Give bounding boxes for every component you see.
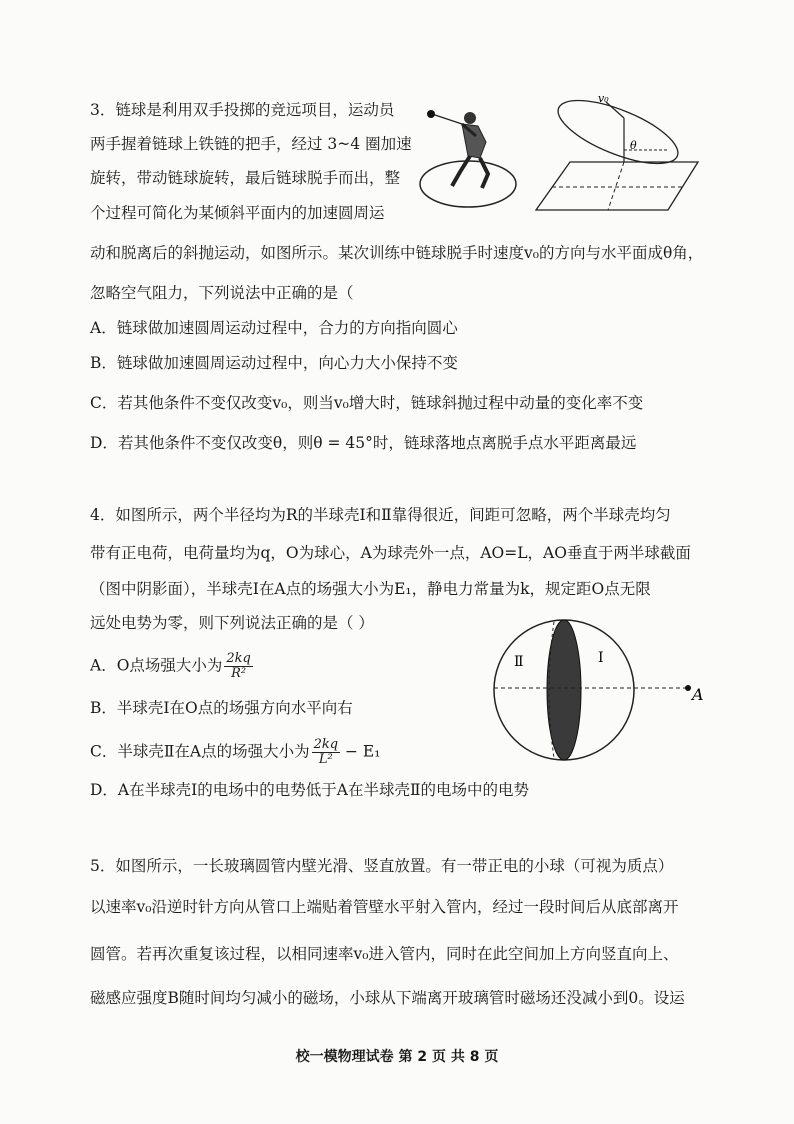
hammer-thrower-figure (418, 96, 528, 214)
q3-line-3: 旋转，带动链球旋转，最后链球脱手而出，整 (90, 169, 401, 187)
q5-line-3: 圆管。若再次重复该过程，以相同速率v₀进入管内，同时在此空间加上方向竖直向上、 (90, 945, 679, 963)
theta-label: θ (630, 139, 637, 152)
q4-option-a (90, 652, 253, 681)
q4-option-c-text: C．半球壳Ⅱ在A点的场强大小为 (90, 742, 310, 761)
q4-line-3: （图中阴影面），半球壳Ⅰ在A点的场强大小为E₁，静电力常量为k，规定距O点无限 (90, 580, 651, 598)
q4-line-4: 远处电势为零，则下列说法正确的是（ ） (90, 614, 374, 632)
q3-line-1: 3．链球是利用双手投掷的竞远项目，运动员 (90, 101, 395, 119)
shell-i-label: Ⅰ (598, 650, 604, 666)
fraction-numerator: 2kq (313, 737, 339, 752)
q4-line-2: 带有正电荷，电荷量均为q，O为球心，A为球壳外一点，AO=L，AO垂直于两半球截面 (90, 544, 691, 562)
q3-line-2: 两手握着链球上铁链的把手，经过 3~4 圈加速 (90, 135, 412, 153)
q4-option-b: B．半球壳Ⅰ在O点的场强方向水平向右 (90, 699, 353, 717)
q3-line-6: 忽略空气阻力，下列说法中正确的是（ (90, 284, 354, 302)
q5-line-4: 磁感应强度B随时间均匀减小的磁场，小球从下端离开玻璃管时磁场还没减小到0。设运 (90, 989, 685, 1007)
q4-option-a-fraction (224, 652, 252, 681)
fraction-numerator: 2kq (226, 651, 251, 666)
q4-option-c-tail: − E₁ (345, 742, 381, 761)
q3-option-d: D．若其他条件不变仅改变θ，则θ = 45°时，链球落地点离脱手点水平距离最远 (90, 434, 637, 452)
q3-line-5: 动和脱离后的斜抛运动，如图所示。某次训练中链球脱手时速度v₀的方向与水平面成θ角， (90, 244, 704, 262)
hemisphere-shells-figure (492, 610, 712, 780)
q5-line-1: 5．如图所示，一长玻璃圆管内壁光滑、竖直放置。有一带正电的小球（可视为质点） (90, 857, 674, 875)
shell-ii-label: Ⅱ (514, 654, 524, 670)
q4-line-1: 4．如图所示，两个半径均为R的半球壳Ⅰ和Ⅱ靠得很近，间距可忽略，两个半球壳均匀 (90, 506, 671, 524)
inclined-circle-figure (528, 92, 710, 214)
q5-line-2: 以速率v₀沿逆时针方向从管口上端贴着管壁水平射入管内，经过一段时间后从底部离开 (90, 898, 679, 916)
q3-option-c: C．若其他条件不变仅改变v₀，则当v₀增大时，链球斜抛过程中动量的变化率不变 (90, 394, 644, 412)
point-a-label: A (692, 685, 704, 704)
fraction-denominator: R² (231, 666, 247, 681)
q3-option-b: B．链球做加速圆周运动过程中，向心力大小保持不变 (90, 354, 458, 372)
q4-option-a-text: A．O点场强大小为 (90, 656, 223, 675)
fraction-denominator: L² (318, 752, 333, 767)
q4-option-d: D．A在半球壳Ⅰ的电场中的电势低于A在半球壳Ⅱ的电场中的电势 (90, 781, 529, 799)
q3-option-a: A．链球做加速圆周运动过程中，合力的方向指向圆心 (90, 319, 458, 337)
q4-option-c (90, 738, 380, 767)
q3-line-4: 个过程可简化为某倾斜平面内的加速圆周运 (90, 204, 385, 222)
page-footer: 校一模物理试卷 第 2 页 共 8 页 (295, 1049, 499, 1065)
v0-label: v₀ (598, 92, 609, 105)
q4-option-c-fraction (312, 738, 340, 767)
